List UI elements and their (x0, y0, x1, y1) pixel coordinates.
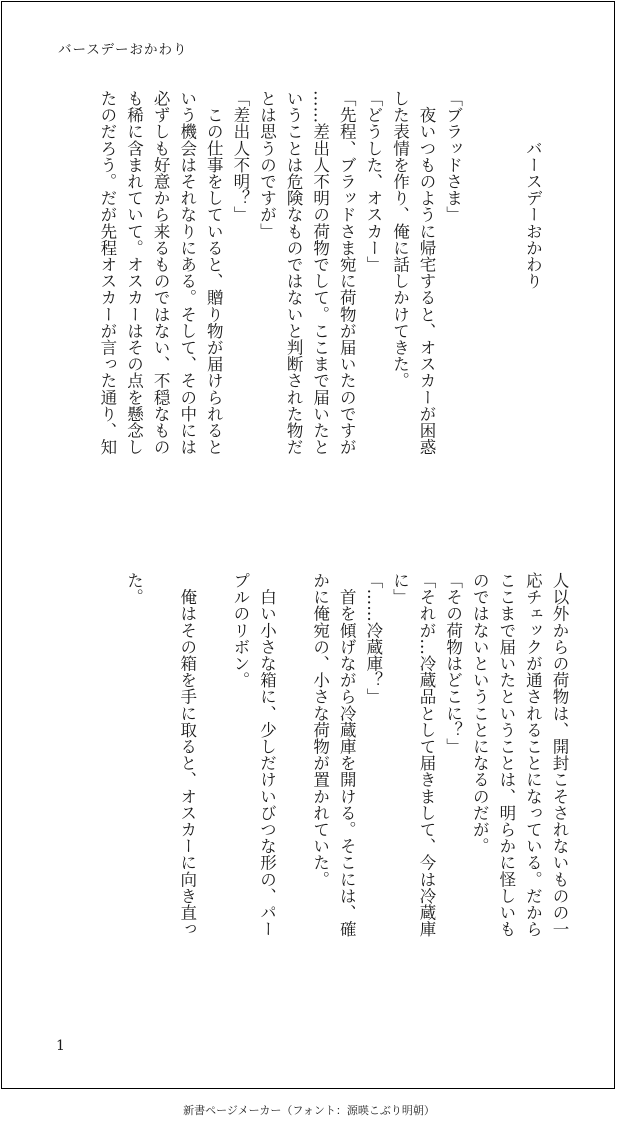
text-line (147, 572, 174, 1012)
text-line: かに俺宛の、小さな荷物が置かれていた。 (310, 572, 330, 888)
text-line: いう機会はそれなりにある。そして、その中には (177, 90, 197, 456)
text-line: ……差出人不明の荷物でして。ここまで届いたと (310, 90, 330, 456)
text-line: 夜いつものように帰宅すると、オスカーが困惑 (417, 90, 437, 456)
text-line: 白い小さな箱に、少しだけいびつな形の、パー (257, 572, 277, 938)
text-block-bottom (120, 572, 572, 1012)
text-line: 「差出人不明？」 (230, 90, 250, 223)
text-line: 「どうした、オスカー」 (363, 90, 383, 273)
text-line: バースデーおかわり (523, 90, 543, 290)
text-line: 必ずしも好意から来るものではない、不穏なもの (151, 90, 171, 456)
text-line (492, 90, 519, 530)
text-line (279, 572, 306, 1012)
text-line: たのだろう。だが先程オスカーが言った通り、知 (97, 90, 117, 456)
running-title: バースデーおかわり (58, 42, 188, 58)
text-line (200, 572, 227, 1012)
text-line: 「先程、ブラッドさま宛に荷物が届いたのですが (337, 90, 357, 456)
text-line: とは思うのですが」 (257, 90, 277, 240)
text-line: 「……冷蔵庫？」 (363, 572, 383, 705)
text-line: 応チェックが通されることになっている。だから (523, 572, 543, 938)
text-line: も稀に含まれていて。オスカーはその点を懸念し (124, 90, 144, 456)
text-line: ここまで届いたということは、明らかに怪しいも (496, 572, 516, 938)
text-line: 首を傾げながら冷蔵庫を開ける。そこには、確 (337, 572, 357, 938)
text-line: プルのリボン。 (230, 572, 250, 689)
text-line: 「その荷物はどこに？」 (443, 572, 463, 755)
text-line: この仕事をしていると、贈り物が届けられると (204, 90, 224, 456)
text-block-top (93, 90, 572, 530)
footer-credit: 新書ページメーカー（フォント：源暎こぶり明朝） (183, 1104, 435, 1117)
text-line: いうことは危険なものではないと判断された物だ (284, 90, 304, 456)
text-line: 俺はその箱を手に取ると、オスカーに向き直っ (177, 572, 197, 938)
text-line (466, 90, 493, 530)
text-line: 人以外からの荷物は、開封こそされないものの一 (550, 572, 569, 938)
text-line: 「それが…冷蔵品として届きまして、今は冷蔵庫 (417, 572, 437, 938)
text-line: 「ブラッドさま」 (443, 90, 463, 223)
text-line (545, 90, 572, 530)
text-line: のではないということになるのだが。 (470, 572, 490, 855)
text-line: した表情を作り、俺に話しかけてきた。 (390, 90, 410, 389)
text-line: た。 (124, 572, 144, 606)
book-page (1, 1, 615, 1089)
page-number: 1 (56, 1038, 65, 1054)
text-line: に」 (390, 572, 410, 606)
